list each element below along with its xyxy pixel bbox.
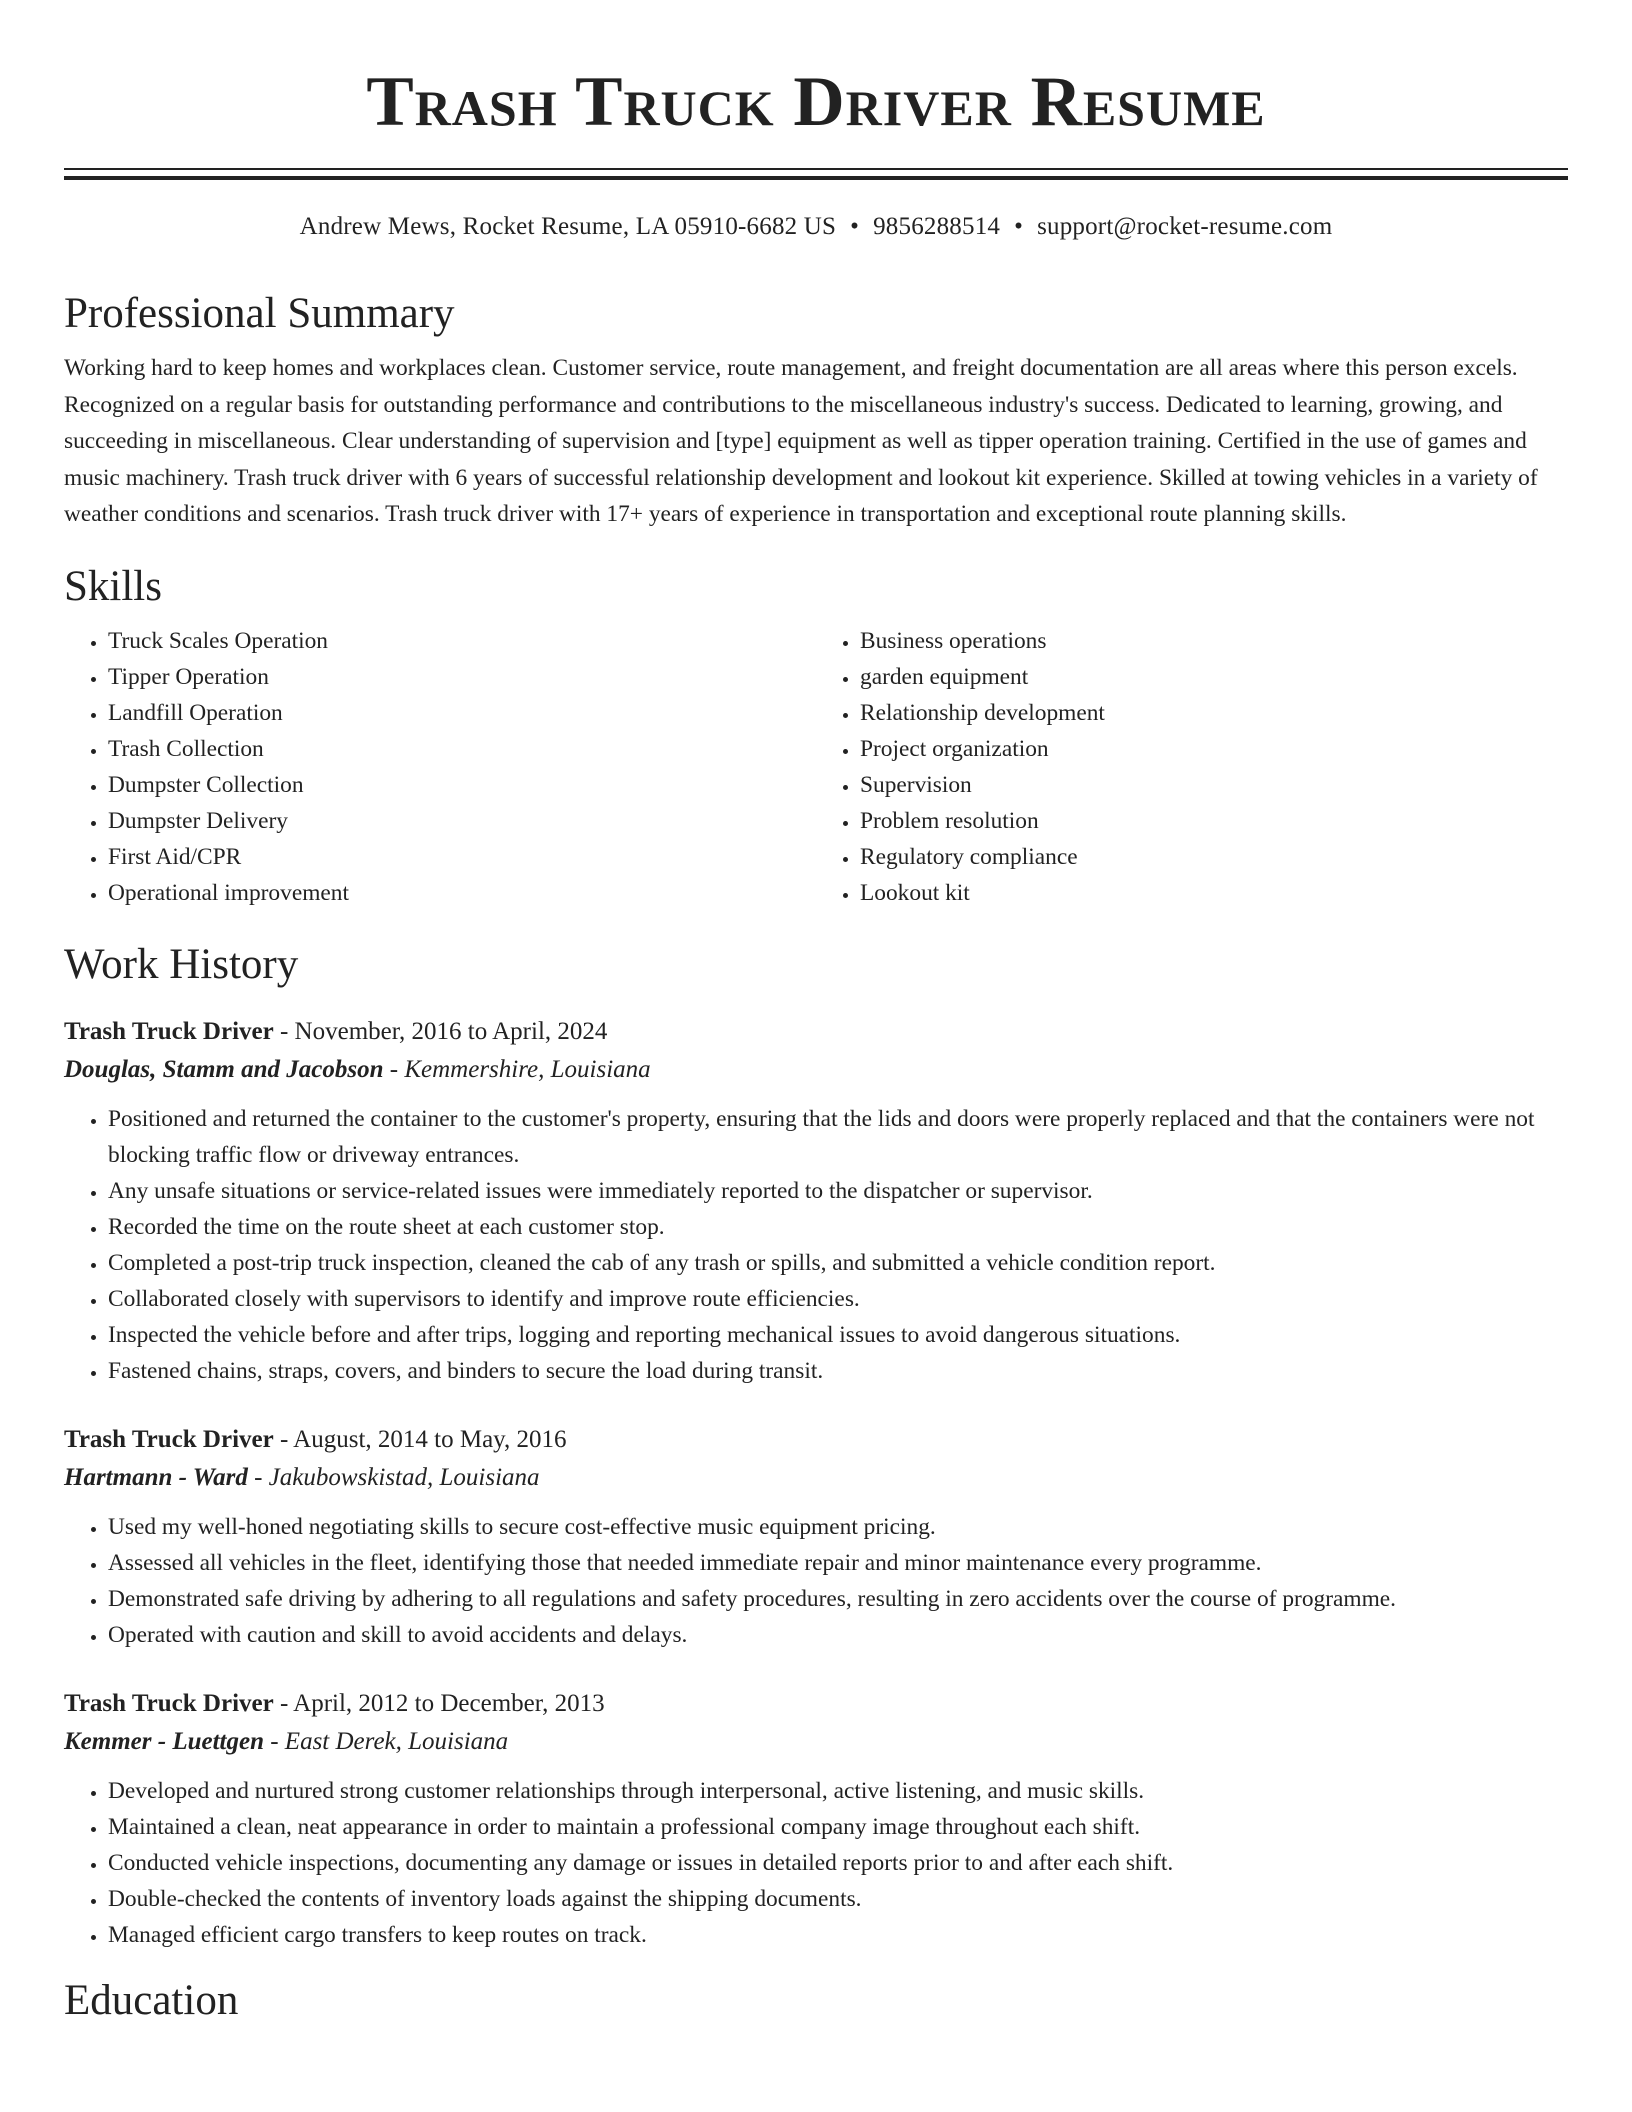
skills-list-right [816,623,1568,911]
job-title-line [64,1013,1568,1051]
skill-item: • Regulatory compliance [860,839,1568,875]
duty-item: • Collaborated closely with supervisors to identify and improve route efficiencies. [108,1281,1568,1317]
company-location: - Kemmershire, Louisiana [383,1055,651,1083]
company-line [64,1459,1568,1497]
job-entry [64,1685,1568,1953]
skills-heading: Skills [64,562,162,610]
duty-item: • Assessed all vehicles in the fleet, identifying those that needed immediate repair and minor maintenance every programme. [108,1545,1568,1581]
duty-item: • Operated with caution and skill to avoid accidents and delays. [108,1617,1568,1653]
duty-item: • Managed efficient cargo transfers to keep routes on track. [108,1917,1568,1953]
duty-item: • Maintained a clean, neat appearance in order to maintain a professional company image throughout each shift. [108,1809,1568,1845]
duty-item: • Completed a post-trip truck inspection, cleaned the cab of any trash or spills, and submitted a vehicle condition report. [108,1245,1568,1281]
duty-item: • Positioned and returned the container to the customer's property, ensuring that the lids and doors were properly replaced and that the containers were not blocking traffic flow or driveway entrances. [108,1101,1568,1173]
company-location: - East Derek, Louisiana [263,1727,509,1755]
job-dates: - August, 2014 to May, 2016 [273,1425,567,1453]
contact-separator: • [850,213,860,240]
skill-item: • Tipper Operation [108,659,816,695]
skill-item: • Supervision [860,767,1568,803]
job-entry [64,1013,1568,1389]
contact-line [64,210,1568,244]
skill-item: • Landfill Operation [108,695,816,731]
company-line [64,1051,1568,1089]
company-name: Douglas, Stamm and Jacobson [64,1055,384,1083]
resume-page [64,0,1568,2027]
education-heading: Education [64,1976,239,2024]
contact-address: Andrew Mews, Rocket Resume, LA 05910-6682 US [299,213,837,240]
contact-email: support@rocket-resume.com [1037,213,1333,240]
job-title-line [64,1421,1568,1459]
skill-item: • Operational improvement [108,875,816,911]
job-dates: - April, 2012 to December, 2013 [273,1689,605,1717]
resume-title: Trash Truck Driver Resume [366,63,1266,141]
duty-item: • Fastened chains, straps, covers, and binders to secure the load during transit. [108,1353,1568,1389]
skill-item: • Trash Collection [108,731,816,767]
job-entry [64,1421,1568,1653]
summary-text: Working hard to keep homes and workplaces clean. Customer service, route management, and freight documentation are all areas where this person excels. Recognized on a regular basis for outstanding performance and contributions to the miscellaneous industry's success. Dedicated to learning, growing, and succeeding in miscellaneous. Clear understanding of supervision and [type] equipment as well as tipper operation training. Certified in the use of games and music machinery. Trash truck driver with 6 years of successful relationship development and lookout kit experience. Skilled at towing vehicles in a variety of weather conditions and scenarios. Trash truck driver with 17+ years of experience in transportation and exceptional route planning skills. [64,355,1538,527]
skill-item: • Truck Scales Operation [108,623,816,659]
skill-item: • Lookout kit [860,875,1568,911]
skill-item: • Project organization [860,731,1568,767]
duty-item: • Used my well-honed negotiating skills to secure cost-effective music equipment pricing. [108,1509,1568,1545]
skill-item: • garden equipment [860,659,1568,695]
job-title: Trash Truck Driver [64,1689,274,1717]
duty-item: • Double-checked the contents of inventory loads against the shipping documents. [108,1881,1568,1917]
duty-item: • Developed and nurtured strong customer relationships through interpersonal, active listening, and music skills. [108,1773,1568,1809]
job-duties [64,1509,1568,1653]
job-title: Trash Truck Driver [64,1425,274,1453]
summary-heading: Professional Summary [64,290,455,337]
job-title-line [64,1685,1568,1723]
title-divider-thin [64,168,1568,170]
skill-item: • Relationship development [860,695,1568,731]
job-duties [64,1101,1568,1389]
duty-item: • Demonstrated safe driving by adhering to all regulations and safety procedures, resulting in zero accidents over the course of programme. [108,1581,1568,1617]
duty-item: • Conducted vehicle inspections, documenting any damage or issues in detailed reports prior to and after each shift. [108,1845,1568,1881]
skill-item: • Dumpster Delivery [108,803,816,839]
duty-item: • Any unsafe situations or service-related issues were immediately reported to the dispatcher or supervisor. [108,1173,1568,1209]
duty-item: • Recorded the time on the route sheet at each customer stop. [108,1209,1568,1245]
skills-grid [64,623,1568,911]
skill-item: • First Aid/CPR [108,839,816,875]
duty-item: • Inspected the vehicle before and after trips, logging and reporting mechanical issues to avoid dangerous situations. [108,1317,1568,1353]
job-duties [64,1773,1568,1953]
company-name: Kemmer - Luettgen [64,1727,264,1755]
skill-item: • Problem resolution [860,803,1568,839]
company-line [64,1723,1568,1761]
contact-phone: 9856288514 [873,213,1001,240]
contact-separator: • [1014,213,1024,240]
skills-list-left [64,623,816,911]
skill-item: • Dumpster Collection [108,767,816,803]
title-divider-thick [64,176,1568,180]
job-dates: - November, 2016 to April, 2024 [273,1017,608,1045]
skill-item: • Business operations [860,623,1568,659]
job-title: Trash Truck Driver [64,1017,274,1045]
company-location: - Jakubowskistad, Louisiana [247,1463,540,1491]
work-history-heading: Work History [64,940,299,988]
company-name: Hartmann - Ward [64,1463,248,1491]
